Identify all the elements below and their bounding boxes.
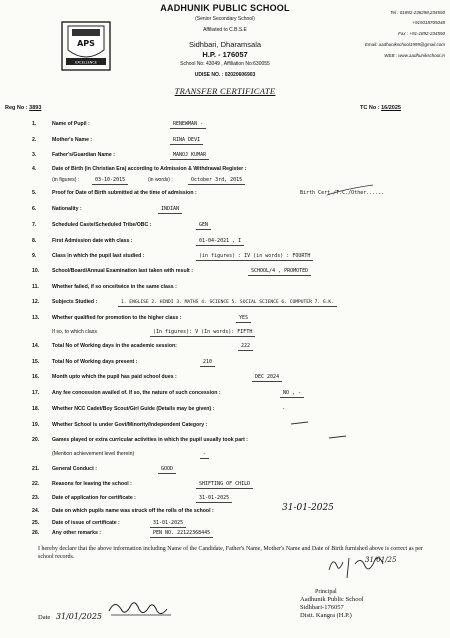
row-number: 21. (32, 466, 40, 472)
declaration-text: I hereby declare that the above information including Name of the Candidate, Father's Name, Mother's Name and Date of Birth furnished above is correct as per school records. (38, 546, 423, 560)
row-label: Proof for Date of Birth submitted at the time of admission : (52, 190, 197, 196)
row-label: Class in which the pupil last studied : (52, 253, 145, 259)
row-value: 222 (238, 343, 253, 351)
row-label: Whether NCC Cadet/Boy Scout/Girl Guide (Details may be given) : (52, 406, 215, 412)
row-sub-value: - (200, 451, 209, 459)
row-number: 26. (32, 530, 40, 536)
handwritten-dash (290, 420, 310, 426)
principal-place: Sidhbari-176057 (300, 604, 344, 611)
reg-label: Reg No : (5, 105, 30, 111)
row-number: 24. (32, 508, 40, 514)
row-value: RINA DEVI (170, 137, 203, 145)
row-father-name (0, 152, 450, 163)
row-value: MANOJ KUMAR (170, 152, 209, 160)
row-number: 25. (32, 520, 40, 526)
row-number: 23. (32, 495, 40, 501)
row-number: 12. (32, 299, 40, 305)
row-label: General Conduct : (52, 466, 97, 472)
row-number: 10. (32, 268, 40, 274)
row-label: Name of Pupil : (52, 121, 90, 127)
row-label: Whether failed, if so once/twice in the same class : (52, 284, 177, 290)
row-value: DEC 2024 (252, 374, 282, 382)
row-conduct (0, 466, 450, 477)
footer-date-label: Date (38, 614, 51, 621)
row-number: 7. (32, 222, 37, 228)
row-mother-name (0, 137, 450, 148)
row-number: 3. (32, 152, 37, 158)
row-number: 5. (32, 190, 37, 196)
row-label: Mother's Name : (52, 137, 93, 143)
principal-title: Principal (315, 589, 337, 595)
email: Email: aadhunikschool1999@gmail.com (364, 42, 445, 47)
row-value: RENEWMAN - (170, 121, 206, 129)
school-state: H.P. - 176057 (202, 50, 248, 59)
row-number: 9. (32, 253, 37, 259)
row-number: 1. (32, 121, 37, 127)
logo-motto: EXCELLENCE (75, 60, 97, 65)
row-sub-label: (Mention achievement level therein) (52, 451, 135, 457)
row-value: 31-01-2025 (150, 520, 186, 528)
row-label: Any other remarks : (52, 530, 102, 536)
row-number: 8. (32, 238, 37, 244)
footer-date-value: 31/01/2025 (55, 612, 103, 621)
document-title: TRANSFER CERTIFICATE (174, 86, 276, 96)
dob-figures-label: (in figures) : (52, 177, 80, 183)
row-category (0, 222, 450, 233)
row-school-category (0, 422, 450, 433)
tc-label: TC No : (360, 105, 382, 111)
row-dob-proof (0, 190, 450, 201)
school-place: Sidhbari, Dharamsala (188, 40, 262, 49)
row-number: 6. (32, 206, 37, 212)
row-number: 18. (32, 406, 40, 412)
reg-value: 3893 (29, 105, 42, 111)
dob-words-label: (in words) : (148, 177, 173, 183)
handwritten-tick-mark (325, 183, 375, 197)
footer-date (38, 612, 103, 621)
fax: Fax : +91-1892-234550 (398, 31, 445, 36)
school-logo-icon (60, 20, 112, 72)
row-value: 210 (200, 359, 215, 367)
signature-icon (105, 597, 175, 621)
school-number: School No: 43049 , Affiliation No:630055 (180, 61, 270, 67)
row-label: Whether qualified for promotion to the higher class : (52, 315, 182, 321)
row-qualified-class (0, 329, 450, 340)
row-label: Nationality : (52, 206, 82, 212)
row-label: Date on which pupils name was struck off the rolls of the school : (52, 508, 214, 514)
row-label: Games played or extra curricular activities in which the pupil usually took part : (52, 437, 249, 443)
row-label: Any fee concession availed of. If so, the nature of such concession : (52, 390, 221, 396)
row-value: GOOD (158, 466, 176, 474)
row-number: 19. (32, 422, 40, 428)
row-number: 14. (32, 343, 40, 349)
row-value-handwritten: 31-01-2025 (282, 503, 334, 513)
row-name-of-pupil (0, 121, 450, 132)
row-value: (in figures) : IV (in words) : FOURTH (196, 253, 313, 261)
row-value: INDIAN (158, 206, 182, 214)
udise-number: UDISE NO. : 02020606903 (194, 72, 256, 78)
row-label: Date of application for certificate : (52, 495, 136, 501)
row-application-date (0, 495, 450, 506)
telephone: Tel : 01892-236298,234550 (390, 10, 445, 15)
row-number: 4. (32, 166, 37, 172)
row-value: YES (236, 315, 251, 323)
row-label: Whether School is under Govt/Minority/Independent Category : (52, 422, 208, 428)
row-label: Date of issue of certificate : (52, 520, 120, 526)
row-value: 31-01-2025 (196, 495, 232, 503)
principal-sign-date: 31/01/25 (365, 556, 397, 564)
row-value: Birth Cert./T.C./Other...... (300, 190, 385, 196)
row-fee-concession (0, 390, 450, 401)
row-value: SCHOOL/4 , PROMOTED (248, 268, 311, 276)
row-label: Subjects Studied : (52, 299, 98, 305)
row-games (0, 437, 450, 448)
row-achievement (0, 451, 450, 462)
school-type: (Senior Secondary School) (195, 16, 255, 22)
tc-number (360, 105, 401, 111)
dob-words-value: October 3rd, 2015 (188, 177, 245, 185)
principal-district: Distt. Kangra (H.P.) (300, 612, 352, 619)
row-value: 01-04-2021 , I (196, 238, 244, 246)
row-remarks (0, 530, 450, 541)
row-subjects (0, 299, 450, 310)
row-label: Total No of Working days present : (52, 359, 138, 365)
row-number: 2. (32, 137, 37, 143)
row-number: 11. (32, 284, 39, 290)
row-number: 15. (32, 359, 40, 365)
row-value: NO , - (280, 390, 304, 398)
row-qualified (0, 315, 450, 326)
row-date-of-birth-values (0, 177, 450, 188)
mobile: +919318705048 (412, 20, 445, 25)
registration-number (5, 105, 41, 111)
row-dues-paid (0, 374, 450, 385)
school-name: AADHUNIK PUBLIC SCHOOL (160, 3, 290, 13)
logo-text: APS (77, 39, 95, 48)
row-number: 20. (32, 437, 40, 443)
row-label: Father's/Guardian Name : (52, 152, 115, 158)
row-sub-value: (In figures): V (In words): FIFTH (150, 329, 255, 337)
row-value: GEN (196, 222, 211, 230)
row-label: School/Board/Annual Examination last taken with result : (52, 268, 193, 274)
website: WEB : www.aadhunikschool.in (384, 53, 445, 58)
row-working-days (0, 343, 450, 354)
row-leaving-reason (0, 481, 450, 492)
row-sub-label: If so, to which class (52, 329, 97, 335)
tc-value: 16/2025 (381, 105, 401, 111)
row-number: 22. (32, 481, 40, 487)
row-last-class (0, 253, 450, 264)
dob-figures-value: 03-10-2015 (92, 177, 128, 185)
principal-school: Aadhunik Public School (300, 596, 364, 603)
row-label: Total No of Working days in the academic session: (52, 343, 177, 349)
row-label: Month upto which the pupil has paid school dues : (52, 374, 177, 380)
row-value: 1. ENGLISE 2. HINDI 3. MATHS 4. SCIENCE 5. SOCIAL SCIENCE 6. COMPUTER 7. G.K. (118, 299, 337, 307)
row-label: First Admission date with class : (52, 238, 133, 244)
row-label: Scheduled Caste/Scheduled Tribe/OBC : (52, 222, 152, 228)
row-value: PEN NO. 22122368445 (150, 530, 213, 538)
row-struck-off-date (0, 503, 450, 519)
row-first-admission (0, 238, 450, 249)
principal-stamp (300, 588, 364, 620)
row-value: - (282, 406, 286, 412)
row-last-exam (0, 268, 450, 279)
row-nationality (0, 206, 450, 217)
row-ncc (0, 406, 450, 417)
row-days-present (0, 359, 450, 370)
row-number: 13. (32, 315, 40, 321)
affiliation: Affiliated to C.B.S.E (203, 27, 247, 33)
row-value: SHIFTING OF CHILD (196, 481, 253, 489)
row-label: Date of Birth (in Christian Era) according to Admission & Withdrawal Register : (52, 166, 247, 172)
row-number: 16. (32, 374, 40, 380)
row-number: 17. (32, 390, 40, 396)
row-date-of-birth (0, 166, 450, 177)
row-failed (0, 284, 450, 295)
handwritten-dash (328, 434, 348, 440)
row-label: Reasons for leaving the school : (52, 481, 132, 487)
